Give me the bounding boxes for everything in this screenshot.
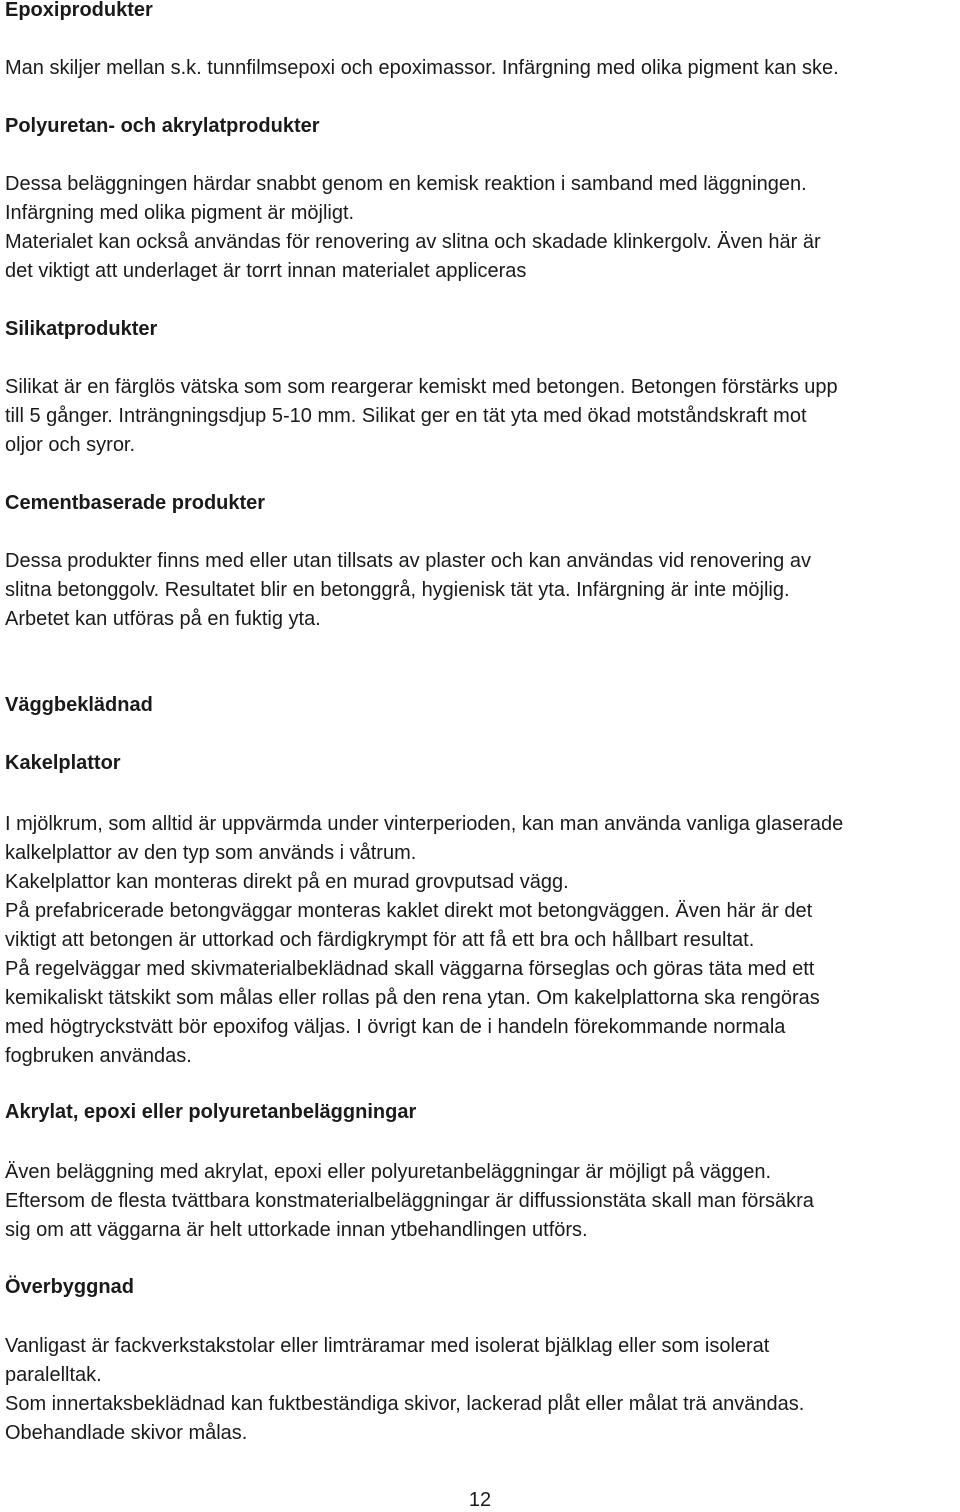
paragraph-line: Obehandlade skivor målas.	[5, 1422, 248, 1444]
section-heading: Kakelplattor	[5, 752, 121, 774]
paragraph-line: Dessa produkter finns med eller utan tillsats av plaster och kan användas vid renovering av	[5, 550, 811, 572]
section-heading: Cementbaserade produkter	[5, 492, 266, 514]
paragraph-line: Även beläggning med akrylat, epoxi eller polyuretanbeläggningar är möjligt på väggen.	[5, 1161, 772, 1183]
paragraph-line: slitna betonggolv. Resultatet blir en betonggrå, hygienisk tät yta. Infärgning är inte möjlig.	[5, 579, 790, 601]
section-heading: Epoxiprodukter	[5, 0, 153, 21]
paragraph-line: till 5 gånger. Inträngningsdjup 5-10 mm. Silikat ger en tät yta med ökad motståndskraft mot	[5, 405, 807, 427]
section-heading: Överbyggnad	[5, 1276, 134, 1298]
paragraph-line: sig om att väggarna är helt uttorkade innan ytbehandlingen utförs.	[5, 1219, 588, 1241]
paragraph-line: oljor och syror.	[5, 434, 136, 456]
paragraph-line: kalkelplattor av den typ som används i våtrum.	[5, 842, 417, 864]
paragraph-line: viktigt att betongen är uttorkad och färdigkrympt för att få ett bra och hållbart resultat.	[5, 929, 755, 951]
paragraph-line: Eftersom de flesta tvättbara konstmaterialbeläggningar är diffussionstäta skall man försäkra	[5, 1190, 814, 1212]
paragraph-line: På regelväggar med skivmaterialbeklädnad skall väggarna förseglas och göras täta med ett	[5, 958, 815, 980]
paragraph-line: Man skiljer mellan s.k. tunnfilmsepoxi och epoximassor. Infärgning med olika pigment kan ske.	[5, 57, 839, 79]
paragraph-line: I mjölkrum, som alltid är uppvärmda under vinterperioden, kan man använda vanliga glaserade	[5, 813, 844, 835]
section-heading: Silikatprodukter	[5, 318, 158, 340]
paragraph-line: Silikat är en färglös vätska som som reargerar kemiskt med betongen. Betongen förstärks upp	[5, 376, 838, 398]
paragraph-line: På prefabricerade betongväggar monteras kaklet direkt mot betongväggen. Även här är det	[5, 900, 813, 922]
paragraph-line: Infärgning med olika pigment är möjligt.	[5, 202, 355, 224]
page-number: 12	[468, 1489, 492, 1511]
paragraph-line: fogbruken användas.	[5, 1045, 192, 1067]
section-heading: Polyuretan- och akrylatprodukter	[5, 115, 320, 137]
paragraph-line: Dessa beläggningen härdar snabbt genom en kemisk reaktion i samband med läggningen.	[5, 173, 807, 195]
paragraph-line: med högtryckstvätt bör epoxifog väljas. I övrigt kan de i handeln förekommande normala	[5, 1016, 786, 1038]
paragraph-line: Vanligast är fackverkstakstolar eller limträramar med isolerat bjälklag eller som isolerat	[5, 1335, 770, 1357]
section-heading: Väggbeklädnad	[5, 694, 153, 716]
paragraph-line: Materialet kan också användas för renovering av slitna och skadade klinkergolv. Även här är	[5, 231, 821, 253]
paragraph-line: paralelltak.	[5, 1364, 102, 1386]
paragraph-line: kemikaliskt tätskikt som målas eller rollas på den rena ytan. Om kakelplattorna ska rengöras	[5, 987, 820, 1009]
paragraph-line: Kakelplattor kan monteras direkt på en murad grovputsad vägg.	[5, 871, 569, 893]
paragraph-line: det viktigt att underlaget är torrt innan materialet appliceras	[5, 260, 527, 282]
section-heading: Akrylat, epoxi eller polyuretanbeläggningar	[5, 1101, 417, 1123]
paragraph-line: Arbetet kan utföras på en fuktig yta.	[5, 608, 321, 630]
paragraph-line: Som innertaksbeklädnad kan fuktbeständiga skivor, lackerad plåt eller målat trä användas.	[5, 1393, 805, 1415]
